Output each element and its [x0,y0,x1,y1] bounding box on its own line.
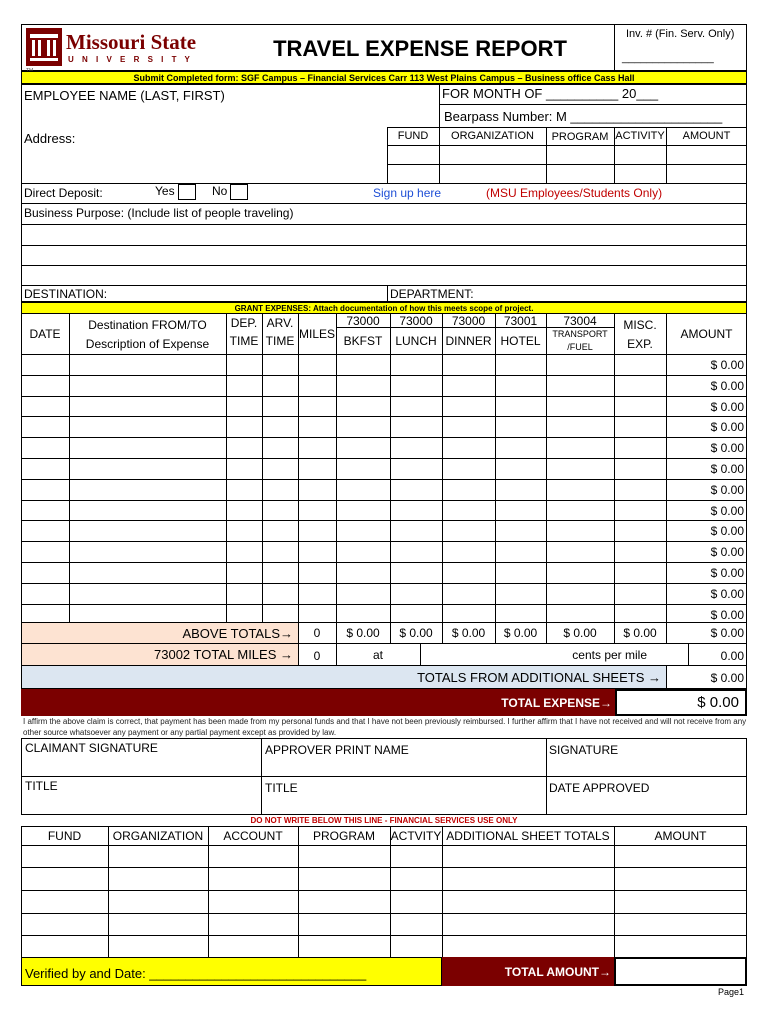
hotel-code: 73001 [503,314,538,328]
deposit-no[interactable] [212,184,248,200]
bearpass-field[interactable]: Bearpass Number: M _____________________ [444,109,723,124]
total-misc: $ 0.00 [623,626,657,640]
destination-label: DESTINATION: [24,287,108,301]
dep-header: DEP. [230,316,258,330]
row-amount: $ 0.00 [710,440,744,455]
total-miles-field: 0 [313,648,321,663]
total-hotel: $ 0.00 [503,626,538,640]
grant-note: GRANT EXPENSES: Attach documentation of how this meets scope of project. [21,302,747,314]
fund-header: FUND [397,130,429,142]
total-expense-value: $ 0.00 [615,689,747,716]
additional-amount: $ 0.00 [710,671,744,685]
approver-title-label: TITLE [265,781,298,795]
fuel-header: /FUEL [567,342,593,352]
row-amount: $ 0.00 [710,378,744,393]
total-lunch: $ 0.00 [399,626,433,640]
lunch-code: 73000 [399,314,433,328]
no-checkbox[interactable] [230,184,248,200]
organization-header: ORGANIZATION [451,130,534,142]
row-amount: $ 0.00 [710,565,744,580]
at-label: at [372,647,383,662]
logo-sub: U N I V E R S I T Y [68,55,193,64]
dep-time-header: TIME [229,334,259,348]
arv-header: ARV. [266,316,294,330]
direct-deposit-label: Direct Deposit: [24,186,103,200]
deposit-yes[interactable] [155,184,196,200]
total-amount-col: $ 0.00 [710,626,744,640]
inv-number-field[interactable]: _______________ [622,52,714,64]
miles-header: MILES [298,326,335,341]
row-amount: $ 0.00 [710,586,744,601]
expense-table [21,313,747,623]
fs-amount-header: AMOUNT [654,828,707,843]
additional-sheets-label: TOTALS FROM ADDITIONAL SHEETS → [417,669,661,685]
row-amount: $ 0.00 [710,544,744,559]
mileage-amount: 0.00 [720,648,744,663]
total-bkfst: $ 0.00 [346,626,380,640]
transport-header: TRANSPORT [552,329,608,339]
destination-row [21,285,747,302]
row-amount: $ 0.00 [710,419,744,434]
row-amount: $ 0.00 [710,357,744,372]
sign-up-link[interactable]: Sign up here [373,186,442,200]
total-miles-label: 73002 TOTAL MILES → [154,647,293,662]
approver-print-name-label: APPROVER PRINT NAME [265,743,409,757]
misc-exp-header: EXP. [627,337,653,351]
dinner-code: 73000 [451,314,486,328]
row-amount: $ 0.00 [710,523,744,538]
hotel-header: HOTEL [500,334,541,348]
row-amount: $ 0.00 [710,503,744,518]
page-number: Page1 [718,987,745,997]
bear-seal-icon [26,28,62,66]
total-amount-label: TOTAL AMOUNT→ [442,957,614,986]
for-month-field[interactable]: FOR MONTH OF __________ 20___ [442,86,659,101]
fs-organization-header: ORGANIZATION [112,828,204,843]
misc-header: MISC. [623,318,657,332]
page-title: TRAVEL EXPENSE REPORT [273,36,567,61]
fs-additional-header: ADDITIONAL SHEET TOTALS [446,828,610,843]
total-expense-label: TOTAL EXPENSE→ [501,695,612,710]
total-amount-value[interactable] [614,957,747,986]
deposit-no-label: No [212,184,228,199]
program-header: PROGRAM [551,131,609,143]
arv-time-header: TIME [265,334,295,348]
fs-account-header: ACCOUNT [223,828,283,843]
row-amount: $ 0.00 [710,482,744,497]
department-label: DEPARTMENT: [390,287,474,301]
business-purpose-label: Business Purpose: (Include list of people traveling) [24,206,294,220]
total-transport: $ 0.00 [563,626,597,640]
university-logo [26,28,226,72]
above-totals-label: ABOVE TOTALS→ [182,625,293,641]
row-amount: $ 0.00 [710,607,744,622]
row-amount: $ 0.00 [710,461,744,476]
transport-code: 73004 [563,314,597,328]
lunch-header: LUNCH [395,334,437,348]
fs-fund-header: FUND [47,828,82,843]
logo-name: Missouri State [66,30,197,54]
bkfst-header: BKFST [343,334,383,348]
total-dinner: $ 0.00 [451,626,486,640]
employee-name-label: EMPLOYEE NAME (LAST, FIRST) [24,88,225,103]
amount-header: AMOUNT [682,130,731,142]
destination-from-to-header: Destination FROM/TO [88,318,207,332]
fs-use-only-note: DO NOT WRITE BELOW THIS LINE - FINANCIAL SERVICES USE ONLY [250,815,518,825]
date-header: DATE [29,326,61,341]
verified-field[interactable]: Verified by and Date: ______________________________ [25,965,367,981]
row-amount: $ 0.00 [710,399,744,414]
description-header: Description of Expense [85,337,210,351]
date-approved-label: DATE APPROVED [549,781,650,795]
inv-label: Inv. # (Fin. Serv. Only) [626,28,735,40]
claimant-title-label: TITLE [25,779,58,793]
affirm-text: I affirm the above claim is correct, that payment has been made from my personal funds and that I have not been previously reimbursed. I further affirm that I have not received and will not receive from any other source whatsoever any payment or any partial payment except as provided by law. [23,717,747,737]
dinner-header: DINNER [445,334,492,348]
cents-per-mile-label: cents per mile [572,647,647,662]
activity-header: ACTIVITY [615,130,665,142]
signature-label: SIGNATURE [549,743,619,757]
claimant-signature-label: CLAIMANT SIGNATURE [25,741,158,755]
amount-col-header: AMOUNT [680,326,733,341]
fs-activity-header: ACTVITY [390,828,442,843]
submit-note: Submit Completed form: SGF Campus – Financial Services Carr 113 West Plains Campus – Business office Cass Hall [21,71,747,84]
yes-checkbox[interactable] [178,184,196,200]
fs-program-header: PROGRAM [312,828,375,843]
total-miles-value: 0 [313,626,321,640]
msu-only-note: (MSU Employees/Students Only) [486,186,663,200]
address-label: Address: [24,131,76,146]
deposit-yes-label: Yes [155,184,175,199]
bkfst-code: 73000 [346,314,380,328]
